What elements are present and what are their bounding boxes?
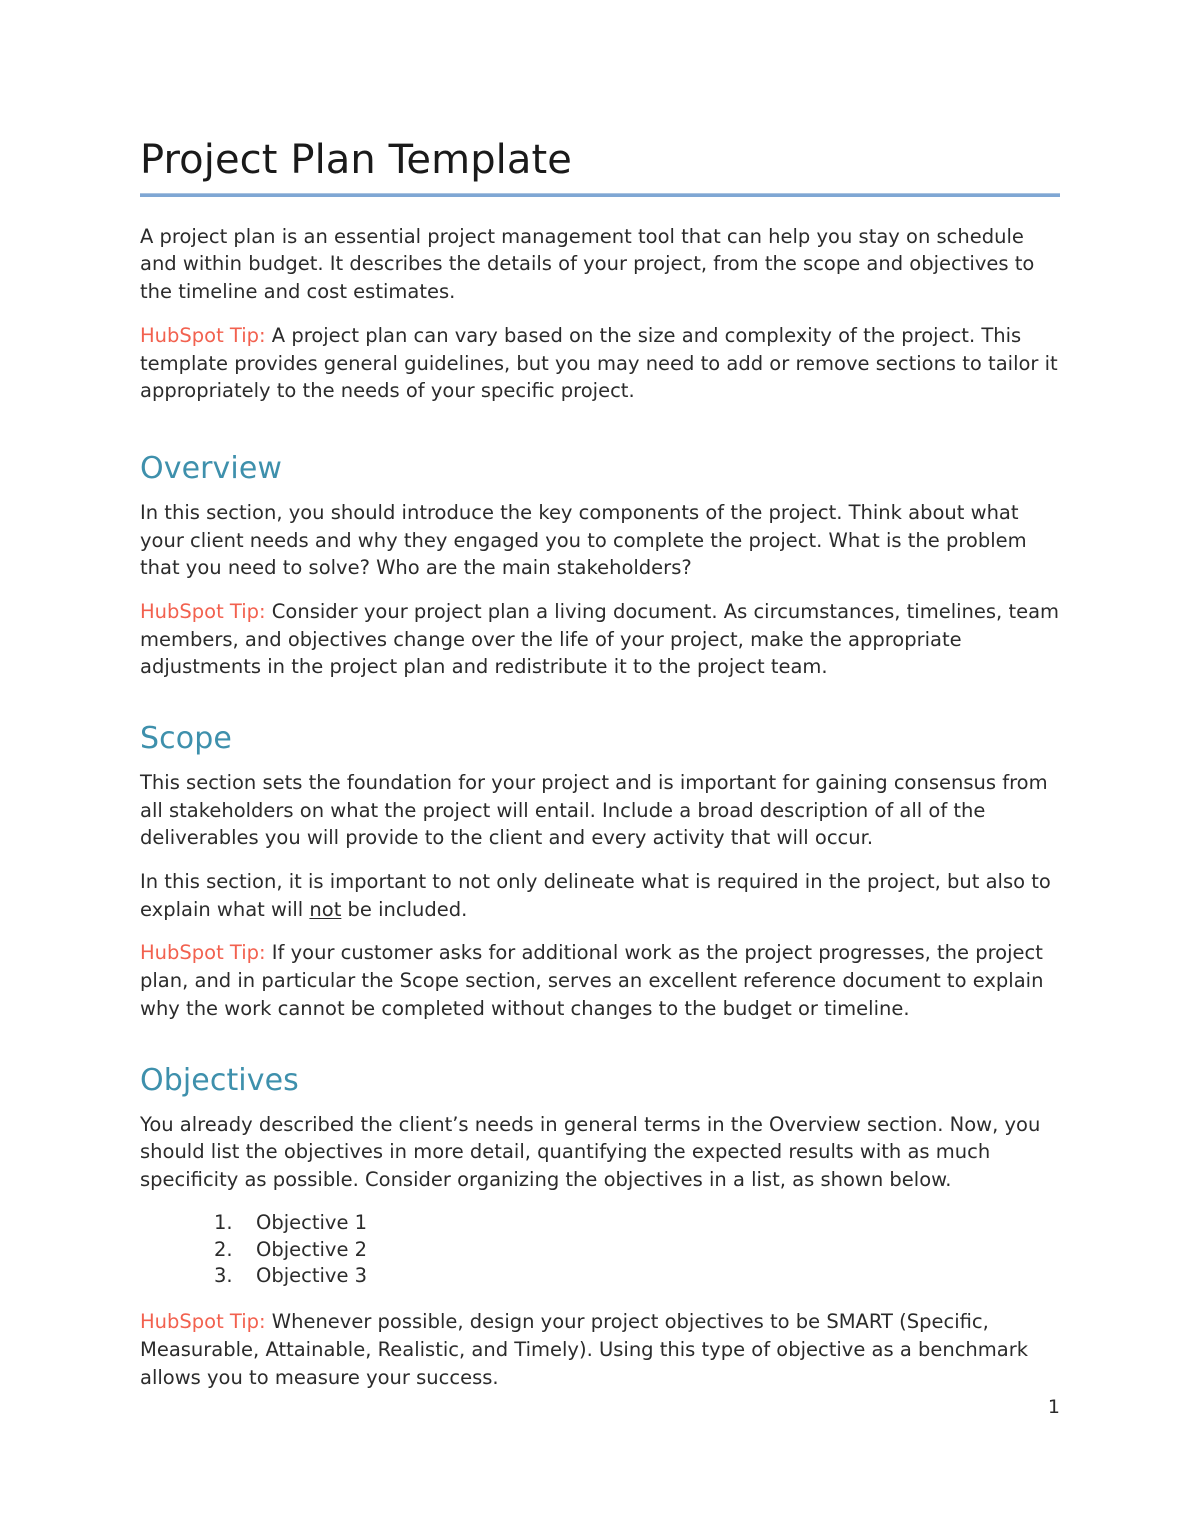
list-item: Objective 2 (256, 1237, 368, 1261)
hubspot-tip-body: Whenever possible, design your project objectives to be SMART (Specific, Measurable, Attainable, Realistic, and Timely). Using this type of objective as a benchmark allows you to measure your success. (140, 1310, 1029, 1389)
section-heading-objectives: Objectives (140, 1062, 299, 1098)
section-overview (140, 451, 1060, 681)
hubspot-tip-label: HubSpot Tip: (140, 941, 266, 965)
scope-paragraph-two-after: be included. (341, 897, 468, 921)
page-number: 1 (1047, 1396, 1060, 1418)
hubspot-tip-label: HubSpot Tip: (140, 599, 266, 623)
scope-paragraph-two (140, 868, 1060, 923)
hubspot-tip-label: HubSpot Tip: (140, 323, 266, 347)
objectives-paragraph: You already described the client’s needs in general terms in the Overview section. Now, you should list the objectives in more detail, quantifying the expected results with as much specificity as possible. Consider organizing the objectives in a list, as shown below. (140, 1112, 1041, 1191)
title-divider (140, 193, 1060, 197)
scope-paragraph: This section sets the foundation for your project and is important for gaining consensus from all stakeholders on what the project will entail. Include a broad description of all of the deliverables you will provide to the client and every activity that will occur. (140, 771, 1048, 850)
hubspot-tip-label: HubSpot Tip: (140, 1310, 266, 1334)
objectives-tip-paragraph (140, 1308, 1060, 1391)
hubspot-tip-body: A project plan can vary based on the size and complexity of the project. This template provides general guidelines, but you may need to add or remove sections to tailor it appropriately to the needs of your specific project. (140, 323, 1058, 403)
scope-paragraph-two-before: In this section, it is important to not only delineate what is required in the project, but also to explain what will (140, 870, 1051, 921)
intro-paragraph: A project plan is an essential project management tool that can help you stay on schedule and within budget. It describes the details of your project, from the scope and objectives to the timeline and cost estimates. (140, 224, 1035, 304)
hubspot-tip-body: Consider your project plan a living document. As circumstances, timelines, team members, and objectives change over the life of your project, make the appropriate adjustments in the project plan and redistribute it to the project team. (140, 599, 1060, 679)
overview-tip-paragraph (140, 598, 1060, 681)
intro-block (140, 223, 1060, 405)
page-content (140, 138, 1060, 1391)
scope-emphasis-not: not (309, 897, 342, 921)
list-item: Objective 3 (256, 1264, 368, 1288)
section-objectives (140, 1063, 1060, 1392)
section-scope (140, 721, 1060, 1023)
overview-paragraph: In this section, you should introduce the key components of the project. Think about what your client needs and why they engaged you to complete the project. What is the problem that you need to solve? Who are the main stakeholders? (140, 500, 1027, 580)
section-heading-scope: Scope (140, 721, 232, 757)
scope-tip-paragraph (140, 939, 1060, 1022)
page-title: Project Plan Template (140, 137, 573, 183)
section-heading-overview: Overview (140, 450, 283, 486)
intro-tip-paragraph (140, 322, 1060, 405)
hubspot-tip-body: If your customer asks for additional work as the project progresses, the project plan, and in particular the Scope section, serves an excellent reference document to explain why the work cannot be completed without changes to the budget or timeline. (140, 941, 1044, 1020)
objectives-list (140, 1210, 1060, 1291)
list-item: Objective 1 (256, 1210, 368, 1234)
